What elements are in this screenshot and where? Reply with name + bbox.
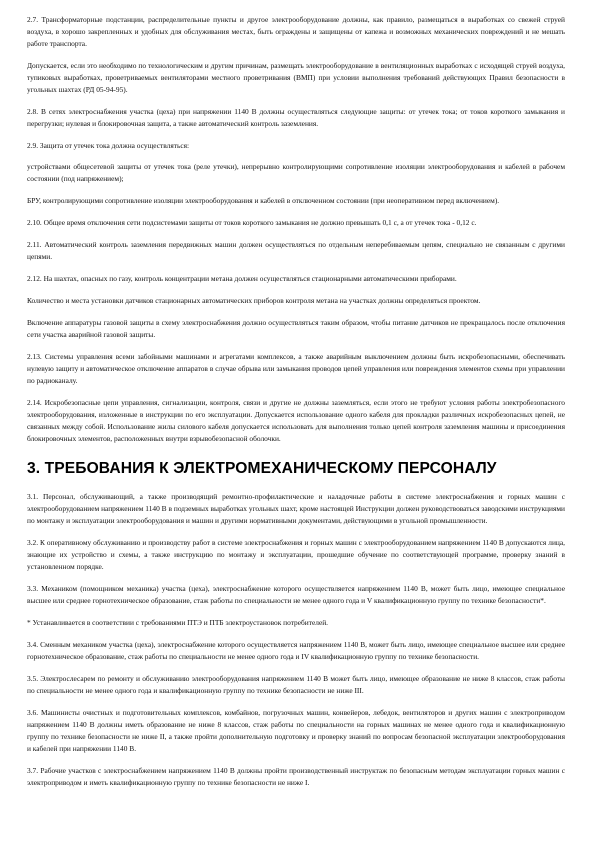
paragraph-3-5: 3.5. Электрослесарем по ремонту и обслуживанию электрооборудования напряжением 1140 В может быть лицо, имеющее образование не ниже 8 классов, стаж работы по специальности не менее одного года и квалификационную группу по технике безопасности не ниже III. [27, 674, 565, 695]
paragraph-3-1: 3.1. Персонал, обслуживающий, а также производящий ремонтно-профилактические и наладочные работы в системе электроснабжения и горных машин с электрооборудованием напряжением 1140 В в подземных выработках угольных шахт, кроме настоящей Инструкции должен руководствоваться заводскими инструкциями по монтажу и эксплуатации электрооборудования и машин и другими нормативными документами, действующими в угольной промышленности. [27, 492, 565, 525]
paragraph-2-12-cont-1: Количество и места установки датчиков стационарных автоматических приборов контроля метана на участках должны определяться проектом. [27, 296, 481, 305]
footnote: * Устанавливается в соответствии с требованиями ПТЭ и ПТБ электроустановок потребителей. [27, 618, 329, 627]
paragraph-2-9: 2.9. Защита от утечек тока должна осуществляться: [27, 141, 190, 150]
paragraph-2-9-item-2: БРУ, контролирующими сопротивление изоляции электрооборудования и кабелей в отключенном состоянии (при неоперативном перед включением). [27, 196, 500, 205]
paragraph-2-13: 2.13. Системы управления всеми забойными машинами и агрегатами комплексов, а также аварийным выключением должны быть искробезопасными, обеспечивать нулевую защиту и автоматическое отключение аппаратов в случае обрыва или замыкания проводов цепей управления или повреждения элементов схемы при управлении по радиоканалу. [27, 352, 565, 385]
paragraph-3-4: 3.4. Сменным механиком участка (цеха), электроснабжение которого осуществляется напряжением 1140 В, может быть лицо, имеющее специальное высшее или среднее горнотехническое образование, стаж работы по специальности не менее одного года и IV квалификационную группу по технике безопасности. [27, 640, 565, 661]
paragraph-2-10: 2.10. Общее время отключения сети подсистемами защиты от токов короткого замыкания не должно превышать 0,1 с, а от утечек тока - 0,12 с. [27, 218, 477, 227]
paragraph-3-3: 3.3. Механиком (помощником механика) участка (цеха), электроснабжение которого осуществляется напряжением 1140 В, может быть лицо, имеющее специальное высшее или среднее горнотехническое образование, стаж работы по специальности не менее одного года и V квалификационную группу по технике безопасности*. [27, 584, 565, 605]
paragraph-3-2: 3.2. К оперативному обслуживанию и производству работ в системе электроснабжения и горных машин с электрооборудованием напряжением 1140 В допускаются лица, знающие их устройство и схемы, а также инструкцию по монтажу и эксплуатации, прошедшие обучение по соответствующей программе, проверку знаний в установленном порядке. [27, 538, 565, 571]
paragraph-2-8: 2.8. В сетях электроснабжения участка (цеха) при напряжении 1140 В должны осуществляться следующие защиты: от утечек тока; от токов короткого замыкания и перегрузки; нулевая и блокировочная защита, а также автоматический контроль заземления. [27, 107, 565, 128]
paragraph-2-9-item-1: устройствами общесетевой защиты от утечек тока (реле утечки), непрерывно контролирующими сопротивление изоляции электрооборудования и кабелей в рабочем состоянии (под напряжением); [27, 162, 565, 183]
section-3-heading: 3. ТРЕБОВАНИЯ К ЭЛЕКТРОМЕХАНИЧЕСКОМУ ПЕРСОНАЛУ [27, 460, 497, 477]
paragraph-2-7: 2.7. Трансформаторные подстанции, распределительные пункты и другое электрооборудование должны, как правило, размещаться в выработках со свежей струей воздуха, в хорошо закрепленных и удобных для обслуживания местах, быть ограждены и защищены от капежа и возможных механических повреждений и не мешать работе транспорта. [27, 15, 565, 48]
paragraph-2-7-cont: Допускается, если это необходимо по технологическим и другим причинам, размещать электрооборудование в вентиляционных выработках с исходящей струей воздуха, тупиковых выработках, проветриваемых вентиляторами местного проветривания (ВМП) при условии выполнения требований действующих Правил безопасности в угольных шахтах (РД 05-94-95). [27, 61, 565, 94]
paragraph-3-6: 3.6. Машинисты очистных и подготовительных комплексов, комбайнов, погрузочных машин, конвейеров, лебедок, вентиляторов и других машин с электроприводом напряжением 1140 В должны иметь образование не ниже 8 классов, стаж работы по специальности на горных машинах не менее одного года и квалификационную группу по технике безопасности не ниже II, а также пройти дополнительную подготовку и проверку знаний по вопросам безопасной эксплуатации электрооборудования и кабелей при напряжении 1140 В. [27, 708, 565, 753]
paragraph-2-11: 2.11. Автоматический контроль заземления передвижных машин должен осуществляться по отдельным неперебиваемым цепям, специально не связанным с другими цепями. [27, 240, 565, 261]
paragraph-2-12: 2.12. На шахтах, опасных по газу, контроль концентрации метана должен осуществляться стационарными автоматическими приборами. [27, 274, 457, 283]
paragraph-2-14: 2.14. Искробезопасные цепи управления, сигнализации, контроля, связи и другие не должны заземляться, если этого не требуют условия работы электробезопасного электрооборудования, изложенные в инструкции по его эксплуатации. Допускается использование одного кабеля для прокладки различных искробезопасных цепей, не связанных между собой. Использование жилы силового кабеля допускается использовать для выполнения только цепей контроля заземления машины и присоединения блокировочных элементов, расположенных внутри взрывобезопасной оболочки. [27, 398, 565, 443]
paragraph-2-12-cont-2: Включение аппаратуры газовой защиты в схему электроснабжения должно осуществляться таким образом, чтобы питание датчиков не прекращалось после отключения сети участка аварийной газовой защиты. [27, 318, 565, 339]
paragraph-3-7: 3.7. Рабочие участков с электроснабжением напряжением 1140 В должны пройти производственный инструктаж по безопасным методам эксплуатации горных машин с электроприводом и иметь квалификационную группу по технике безопасности не ниже I. [27, 766, 565, 787]
document-page [27, 14, 565, 799]
